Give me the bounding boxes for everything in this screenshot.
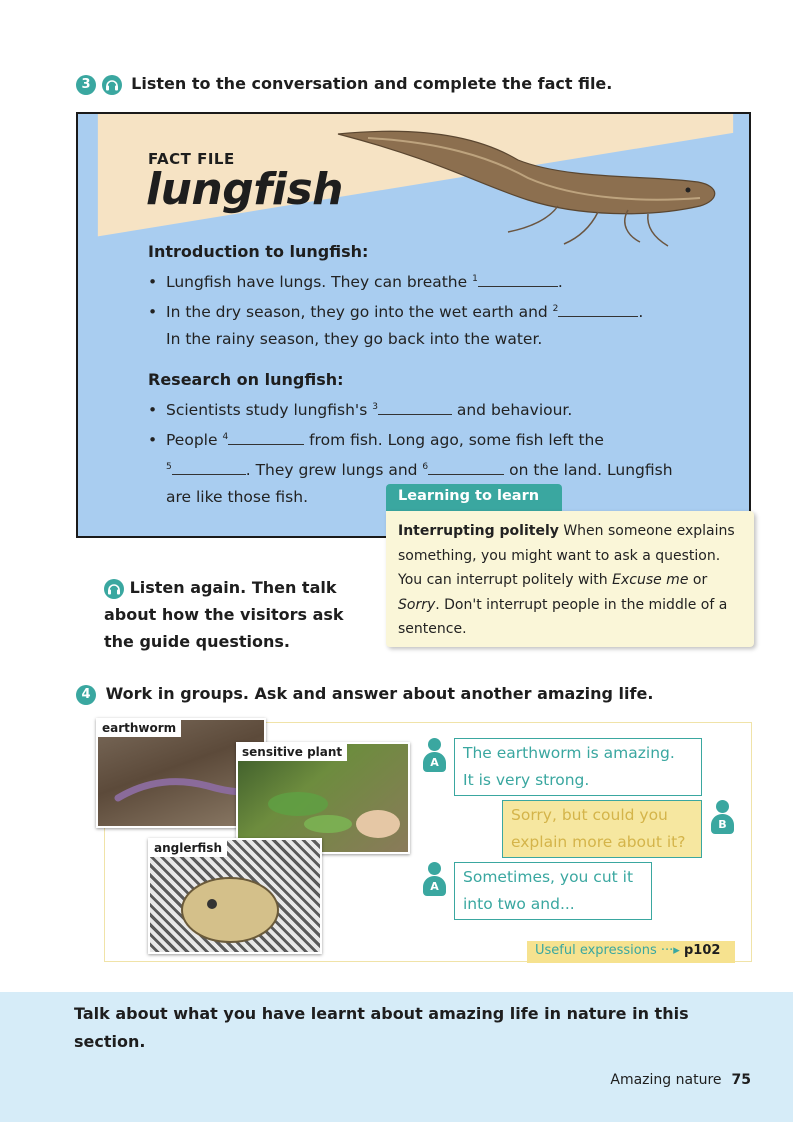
bubble-line: into two and...	[463, 895, 575, 913]
list-item: • Scientists study lungfish's $^3$ and behaviour.	[148, 401, 573, 420]
list-item: • People $^4$ from fish. Long ago, some fish left the	[148, 431, 604, 450]
learning-to-learn-box	[386, 511, 754, 647]
speech-bubble-b	[502, 800, 702, 858]
page-number: 75	[731, 1072, 751, 1088]
answer-blank-2[interactable]	[558, 303, 638, 317]
listen-again-text: Listen again. Then talk about how the visitors ask the guide questions.	[104, 578, 344, 651]
bubble-line: Sorry, but could you	[511, 806, 668, 824]
learning-heading: Interrupting politely	[398, 523, 559, 539]
speaker-a-icon: A	[420, 738, 448, 774]
learning-text: When someone explains something, you might want to ask a question. You can interrupt politely with	[398, 523, 735, 588]
speech-bubble-a	[454, 738, 702, 796]
list-item-continued: $^5$ . They grew lungs and $^6$ on the land. Lungfish	[166, 461, 673, 480]
lungfish-illustration	[328, 120, 728, 260]
answer-blank-3[interactable]	[378, 401, 452, 415]
anglerfish-image	[150, 840, 322, 954]
bubble-line: Sometimes, you cut it	[463, 868, 634, 886]
list-item: • In the dry season, they go into the wet earth and $^2$ .	[148, 303, 644, 322]
page-footer	[610, 1072, 751, 1088]
useful-expressions-link[interactable]	[527, 941, 735, 963]
intro-bullets	[148, 266, 738, 353]
useful-expressions-page: p102	[683, 943, 721, 958]
answer-blank-4[interactable]	[228, 431, 304, 445]
bubble-line: The earthworm is amazing.	[463, 744, 675, 762]
headphones-icon[interactable]	[104, 579, 124, 599]
activity-number-badge: 3	[76, 75, 96, 95]
learning-text: . Don't interrupt people in the middle of a sentence.	[398, 596, 728, 637]
photo-label: sensitive plant	[238, 744, 347, 761]
activity-4-heading	[76, 684, 716, 705]
fact-file-label: FACT FILE	[148, 150, 235, 168]
useful-expressions-label: Useful expressions	[535, 943, 657, 958]
bubble-line: It is very strong.	[463, 771, 590, 789]
arrow-icon: ···▸	[660, 943, 680, 958]
answer-blank-5[interactable]	[172, 461, 246, 475]
list-item-continued: are like those fish.	[166, 488, 309, 507]
list-item-continued: In the rainy season, they go back into the water.	[166, 330, 543, 349]
speech-bubble-a	[454, 862, 652, 920]
activity-4-instruction: Work in groups. Ask and answer about another amazing life.	[105, 684, 654, 703]
list-item: • Lungfish have lungs. They can breathe $^1$ .	[148, 273, 563, 292]
answer-blank-6[interactable]	[428, 461, 504, 475]
intro-heading: Introduction to lungfish:	[148, 242, 369, 261]
listen-again-instruction	[104, 574, 354, 655]
anglerfish-photo	[148, 838, 322, 954]
fact-file-title: lungfish	[146, 164, 343, 215]
research-heading: Research on lungfish:	[148, 370, 344, 389]
photo-label: earthworm	[98, 720, 181, 737]
review-instruction: Talk about what you have learnt about amazing life in nature in this section.	[74, 1004, 689, 1051]
speaker-b-icon: B	[708, 800, 736, 836]
learning-emphasis: Sorry	[398, 596, 436, 613]
section-name: Amazing nature	[610, 1072, 722, 1088]
fact-file-panel	[76, 112, 751, 538]
headphones-icon[interactable]	[102, 75, 122, 95]
bubble-line: explain more about it?	[511, 833, 686, 851]
photo-label: anglerfish	[150, 840, 227, 857]
activity-3-instruction: Listen to the conversation and complete the fact file.	[131, 74, 613, 93]
learning-to-learn-tab: Learning to learn	[386, 484, 562, 512]
learning-emphasis: Excuse me	[612, 572, 689, 588]
activity-3-heading	[76, 74, 676, 95]
answer-blank-1[interactable]	[478, 273, 558, 287]
speaker-a-icon: A	[420, 862, 448, 898]
activity-number-badge: 4	[76, 685, 96, 705]
learning-text: or	[688, 572, 708, 588]
